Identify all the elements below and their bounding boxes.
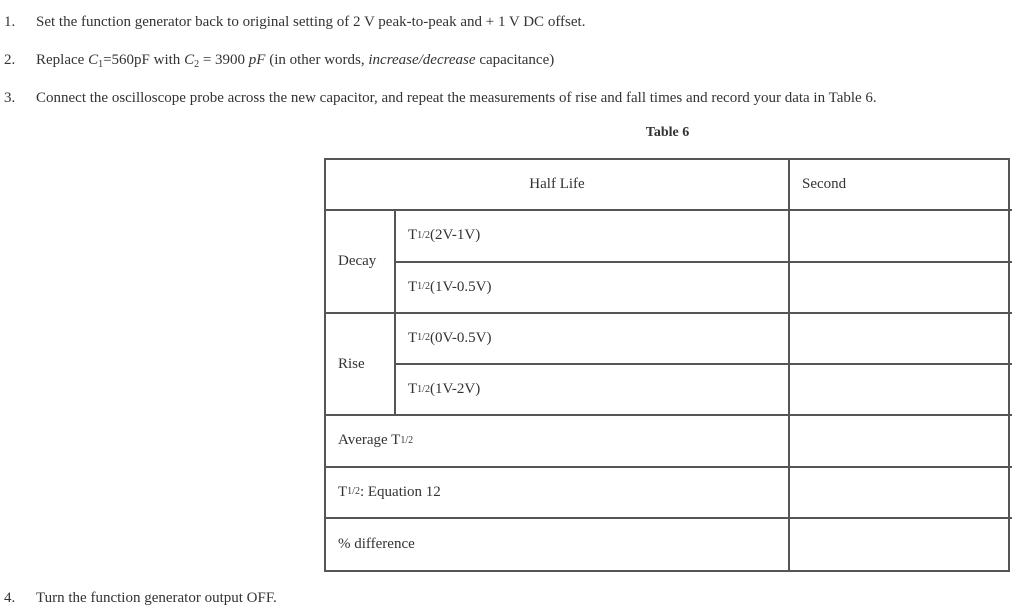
value-cell-decay-2[interactable] [790, 263, 1012, 314]
value-cell-equation[interactable] [790, 468, 1012, 519]
c2-symbol: C [184, 52, 195, 68]
step-text: Turn the function generator output OFF. [36, 590, 277, 606]
header-half-life: Half Life [326, 160, 790, 211]
table-caption: Table 6 [645, 125, 690, 140]
c2-equals: = 3900 [199, 52, 249, 68]
c1-value: =560pF with [103, 52, 185, 68]
c2-unit: pF [248, 52, 266, 68]
paren-close: capacitance) [475, 52, 555, 68]
step-text: Set the function generator back to original setting of 2 V peak-to-peak and + 1 V DC offset. [36, 14, 586, 30]
value-cell-decay-1[interactable] [790, 211, 1012, 262]
value-cell-average[interactable] [790, 416, 1012, 467]
c1-subscript: 1 [98, 59, 104, 70]
step-text-prefix: Replace [36, 52, 89, 68]
group-rise: Rise [326, 314, 396, 417]
paren-open: (in other words, [265, 52, 369, 68]
value-cell-difference[interactable] [790, 519, 1012, 570]
row-label-decay-1: T 1/2 (2V-1V) [396, 211, 790, 262]
value-cell-rise-2[interactable] [790, 365, 1012, 416]
step-text: Connect the oscilloscope probe across the new capacitor, and repeat the measurements of rise and fall times and record your data in Table 6. [36, 90, 877, 106]
row-label-rise-1: T 1/2 (0V-0.5V) [396, 314, 790, 365]
row-label-rise-2: T 1/2 (1V-2V) [396, 365, 790, 416]
group-decay: Decay [326, 211, 396, 314]
step-number: 3. [4, 90, 16, 106]
value-cell-rise-1[interactable] [790, 314, 1012, 365]
step-number: 1. [4, 14, 16, 30]
row-label-difference: % difference [326, 519, 790, 570]
row-label-equation: T 1/2 : Equation 12 [326, 468, 790, 519]
row-label-decay-2: T 1/2 (1V-0.5V) [396, 263, 790, 314]
row-label-average: Average T 1/2 [326, 416, 790, 467]
step-number: 2. [4, 52, 16, 68]
step-number: 4. [4, 590, 16, 606]
c2-subscript: 2 [194, 59, 200, 70]
step-text [36, 50, 554, 70]
c1-symbol: C [88, 52, 99, 68]
header-second: Second [790, 160, 1012, 211]
paren-italic: increase/decrease [368, 52, 476, 68]
data-table [324, 158, 1010, 572]
